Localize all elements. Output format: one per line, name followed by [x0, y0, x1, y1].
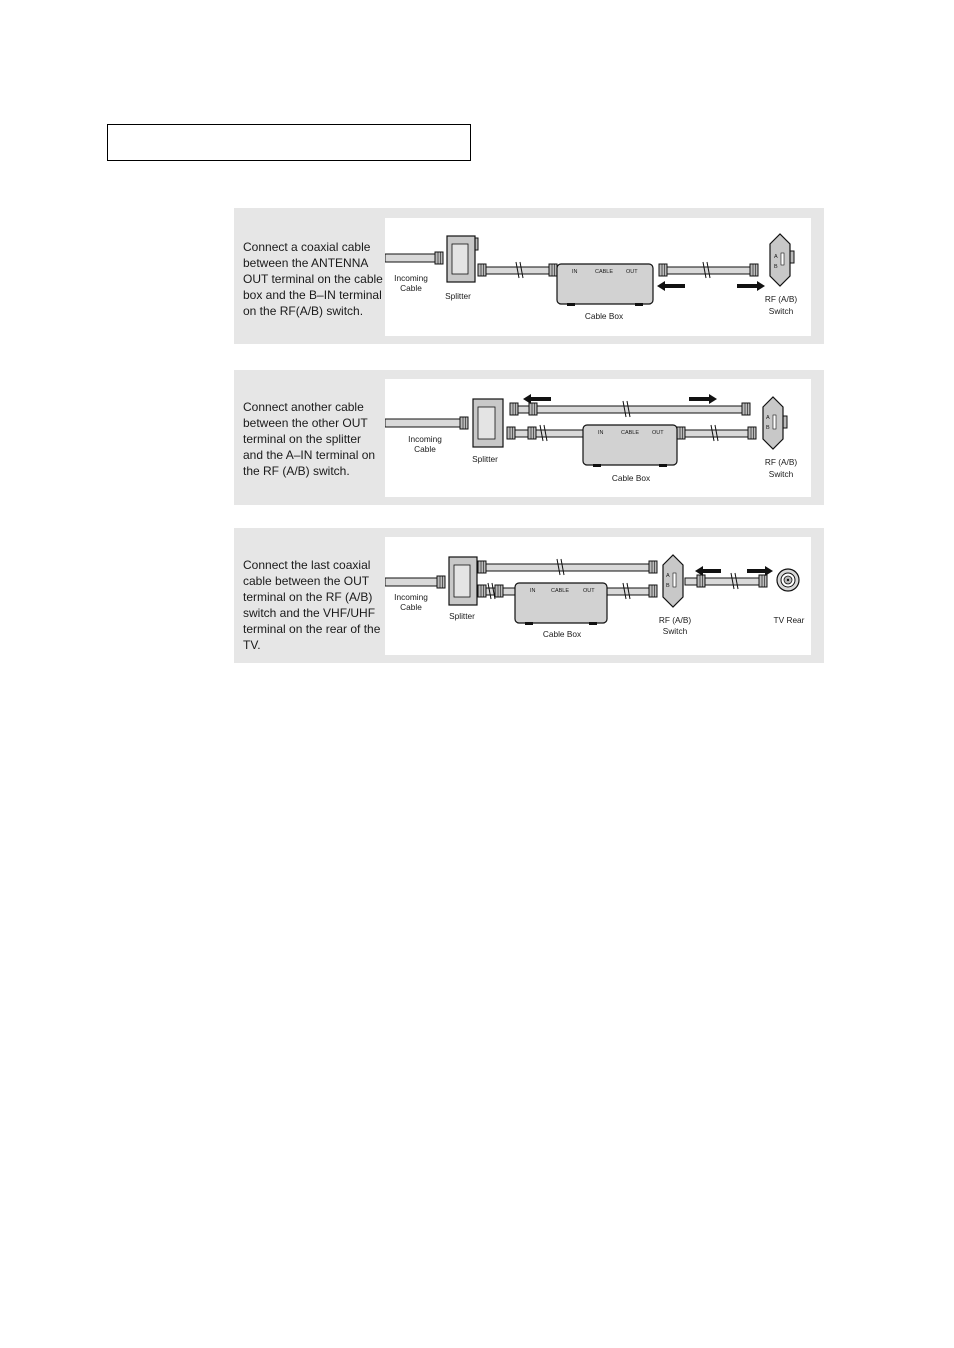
- cable-box-device: [583, 425, 677, 467]
- cable-box-label: Cable Box: [611, 473, 651, 483]
- cable-box-device: [515, 583, 607, 625]
- coax-cable-new: [685, 573, 767, 589]
- rf-switch-label-line1: RF (A/B): [658, 615, 692, 625]
- splitter-label: Splitter: [472, 454, 498, 464]
- section-title-box: [107, 124, 471, 161]
- incoming-label-line1: Incoming: [394, 592, 428, 602]
- coax-cable-new: [510, 401, 750, 417]
- incoming-label-line2: Cable: [400, 283, 422, 293]
- step-1-panel: [234, 208, 824, 344]
- cable-box-label: Cable Box: [542, 629, 582, 639]
- port-in-label: IN: [598, 430, 604, 436]
- splitter-device: [449, 557, 477, 605]
- coax-cable: [478, 262, 557, 278]
- rf-switch-device: [763, 397, 787, 449]
- port-out-label: OUT: [583, 588, 595, 594]
- step-3-instructions: Connect the last coaxial cable between the OUT terminal on the RF (A/B) switch and the VHF/UHF terminal on the rear of the TV.: [243, 558, 381, 652]
- incoming-cable: [385, 417, 468, 429]
- port-in-label: IN: [572, 269, 578, 275]
- rf-switch-label-line2: Switch: [662, 626, 688, 636]
- switch-a-label: A: [766, 415, 770, 421]
- cable-box-device: [557, 264, 653, 306]
- rf-switch-label-line1: RF (A/B): [764, 457, 798, 467]
- step-3-diagram: [385, 537, 811, 655]
- arrow-left-icon: [657, 281, 685, 291]
- rf-switch-device: [770, 234, 794, 286]
- rf-switch-label-line2: Switch: [768, 469, 794, 479]
- cable-box-label: Cable Box: [584, 311, 624, 321]
- incoming-label-line1: Incoming: [394, 273, 428, 283]
- tv-rear-label: TV Rear: [773, 615, 805, 625]
- incoming-label-line2: Cable: [414, 444, 436, 454]
- switch-b-label: B: [666, 583, 670, 589]
- port-cable-label: CABLE: [595, 269, 614, 275]
- step-2-diagram: [385, 379, 811, 497]
- step-1-diagram: [385, 218, 811, 336]
- switch-b-label: B: [774, 264, 778, 270]
- incoming-cable: [385, 576, 445, 588]
- step-2-instructions: Connect another cable between the other OUT terminal on the splitter and the A–IN terminal on the RF (A/B) switch.: [243, 400, 376, 478]
- port-out-label: OUT: [626, 269, 638, 275]
- rf-switch-label-line2: Switch: [768, 306, 794, 316]
- coax-cable: [475, 559, 657, 575]
- splitter-label: Splitter: [445, 291, 471, 301]
- switch-a-label: A: [774, 254, 778, 260]
- step-2-panel: [234, 370, 824, 505]
- splitter-device: [447, 236, 478, 282]
- arrow-right-icon: [689, 394, 717, 404]
- splitter-label: Splitter: [449, 611, 475, 621]
- switch-b-label: B: [766, 425, 770, 431]
- splitter-device: [473, 399, 503, 447]
- step-1-instructions: Connect a coaxial cable between the ANTENNA OUT terminal on the cable box and the B–IN terminal on the RF(A/B) switch.: [243, 240, 383, 318]
- port-out-label: OUT: [652, 430, 664, 436]
- incoming-label-line2: Cable: [400, 602, 422, 612]
- incoming-cable: [385, 252, 443, 264]
- tv-terminal-icon: [777, 569, 799, 591]
- port-cable-label: CABLE: [551, 588, 570, 594]
- switch-a-label: A: [666, 573, 670, 579]
- rf-switch-device: [663, 555, 683, 607]
- port-cable-label: CABLE: [621, 430, 640, 436]
- rf-switch-label-line1: RF (A/B): [764, 294, 798, 304]
- step-3-panel: [234, 528, 824, 663]
- arrow-right-icon: [737, 281, 765, 291]
- port-in-label: IN: [530, 588, 536, 594]
- coax-cable-new: [659, 262, 758, 278]
- incoming-label-line1: Incoming: [408, 434, 442, 444]
